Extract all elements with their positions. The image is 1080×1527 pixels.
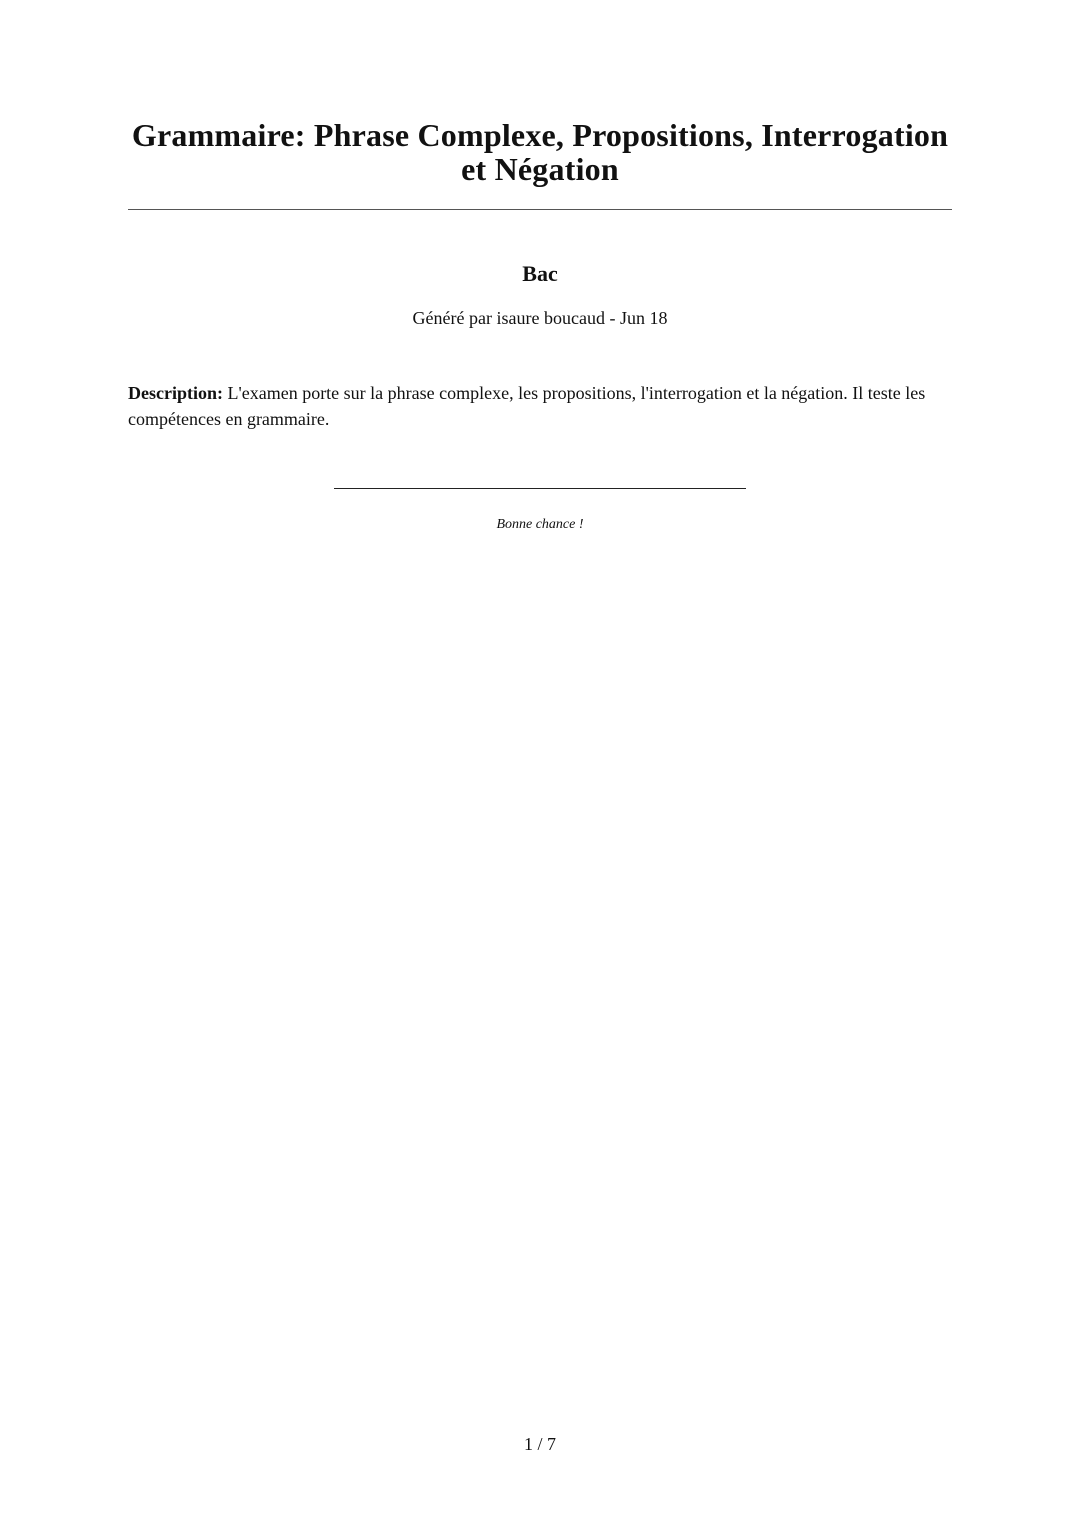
description (128, 380, 952, 432)
description-label: Description: (128, 383, 223, 403)
exam-level: Bac (522, 261, 558, 286)
title-divider (128, 209, 952, 210)
page-title: Grammaire: Phrase Complexe, Propositions, Interrogation et Négation (131, 117, 949, 187)
closing-message: Bonne chance ! (496, 517, 584, 532)
section-divider (334, 488, 746, 489)
page-number: 1 / 7 (523, 1434, 556, 1454)
generated-by-line: Généré par isaure boucaud - Jun 18 (412, 308, 668, 328)
description-text: L'examen porte sur la phrase complexe, les propositions, l'interrogation et la négation. Il teste les compétences en grammaire. (128, 383, 926, 429)
